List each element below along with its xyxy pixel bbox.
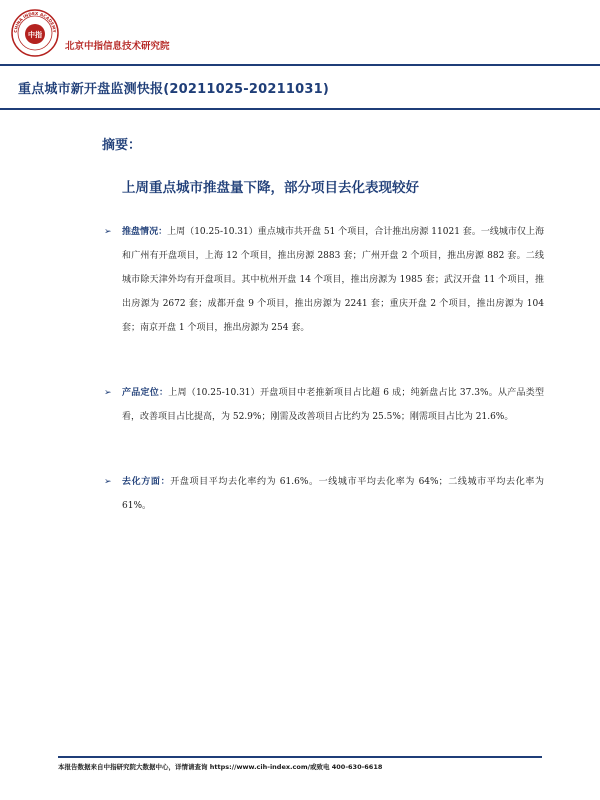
bullet-label: 去化方面： bbox=[122, 477, 171, 487]
china-index-academy-logo bbox=[10, 8, 60, 58]
arrow-bullet-icon: ➢ bbox=[104, 227, 112, 237]
bullet-absorption bbox=[104, 470, 544, 518]
abstract-headline: 上周重点城市推盘量下降，部分项目去化表现较好 bbox=[122, 180, 419, 196]
title-rule-top bbox=[0, 64, 600, 66]
bullet-text: 上周（10.25-10.31）开盘项目中老推新项目占比超 6 成；纯新盘占比 37.3%。从产品类型看，改善项目占比提高，为 52.9%；刚需及改善项目占比约为 25.5%；刚需项目占比为 21.6%。 bbox=[122, 388, 544, 422]
arrow-bullet-icon: ➢ bbox=[104, 477, 112, 487]
bullet-label: 产品定位： bbox=[122, 388, 169, 398]
footer-rule bbox=[58, 756, 542, 758]
bullet-text: 上周（10.25-10.31）重点城市共开盘 51 个项目，合计推出房源 11021 套。一线城市仅上海和广州有开盘项目，上海 12 个项目，推出房源 2883 套；广州开盘 2 个项目，推出房源 882 套。二线城市除天津外均有开盘项目。其中杭州开盘 14 个项目，推出房源为 1985 套；武汉开盘 11 个项目，推出房源为 2672 套；成都开盘 9 个项目，推出房源为 2241 套；重庆开盘 2 个项目，推出房源为 104 套；南京开盘 1 个项目，推出房源为 254 套。 bbox=[122, 227, 544, 333]
document-title: 重点城市新开盘监测快报(20211025-20211031) bbox=[18, 82, 330, 97]
bullet-product-positioning bbox=[104, 381, 544, 429]
bullet-supply bbox=[104, 220, 544, 340]
title-rule-bottom bbox=[0, 108, 600, 110]
arrow-bullet-icon: ➢ bbox=[104, 388, 112, 398]
svg-text:中指: 中指 bbox=[28, 31, 42, 39]
footer-note: 本报告数据来自中指研究院大数据中心，详情请查询 https://www.cih-index.com/或致电 400-630-6618 bbox=[58, 763, 383, 771]
svg-text:CHINA INDEX ACADEMY: CHINA INDEX ACADEMY bbox=[12, 10, 58, 33]
bullet-label: 推盘情况： bbox=[122, 227, 168, 237]
abstract-label: 摘要： bbox=[102, 138, 142, 153]
org-name: 北京中指信息技术研究院 bbox=[65, 41, 170, 52]
bullet-text: 开盘项目平均去化率约为 61.6%。一线城市平均去化率为 64%；二线城市平均去化率为 61%。 bbox=[122, 477, 544, 511]
